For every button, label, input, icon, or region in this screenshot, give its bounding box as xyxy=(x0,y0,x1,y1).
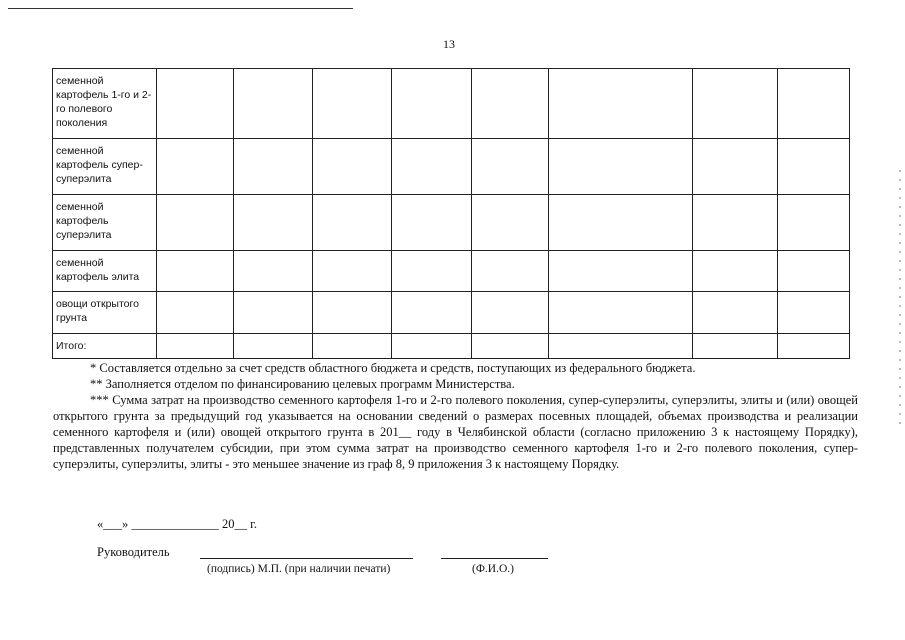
note-1: * Составляется отдельно за счет средств областного бюджета и средств, поступающих из федерального бюджета. xyxy=(90,361,696,375)
date-line: «___» ______________ 20__ г. xyxy=(97,517,257,531)
signature-blank xyxy=(200,558,413,559)
page-number: 13 xyxy=(443,37,455,51)
manager-label: Руководитель xyxy=(97,545,170,559)
row-label: семенной картофель 1-го и 2-го полевого поколения xyxy=(53,69,157,139)
table-row xyxy=(53,69,850,139)
signature-caption: (подпись) М.П. (при наличии печати) xyxy=(207,563,391,575)
data-table xyxy=(52,68,850,359)
row-label: семенной картофель супер-суперэлита xyxy=(53,139,157,195)
note-3: *** Сумма затрат на производство семенного картофеля 1-го и 2-го полевого поколения, супер-суперэлиты, суперэлиты, элиты и (или) овощей открытого грунта за предыдущий год указывается на основании сведений о размерах посевных площадей, объемах производства и реализации семенного картофеля и (или) овощей открытого грунта в 201__ году в Челябинской области (согласно приложению 3 к настоящему Порядку), представленных получателем субсидии, при этом сумма затрат на производство семенного картофеля 1-го и 2-го полевого поколения, супер-суперэлиты, суперэлиты, элиты - это меньшее значение из граф 8, 9 приложения 3 к настоящему Порядку. xyxy=(53,393,858,471)
table-row xyxy=(53,292,850,334)
top-rule xyxy=(8,8,353,9)
row-label: семенной картофель суперэлита xyxy=(53,195,157,251)
name-blank xyxy=(441,558,548,559)
name-caption: (Ф.И.О.) xyxy=(472,563,514,575)
table-row xyxy=(53,195,850,251)
table-row xyxy=(53,139,850,195)
row-label: семенной картофель элита xyxy=(53,251,157,292)
table-row xyxy=(53,334,850,359)
notes xyxy=(53,360,858,472)
scan-edge-marks xyxy=(899,170,901,430)
row-label: овощи открытого грунта xyxy=(53,292,157,334)
table-row xyxy=(53,251,850,292)
row-label-total: Итого: xyxy=(53,334,157,359)
note-2: ** Заполняется отделом по финансированию целевых программ Министерства. xyxy=(90,377,515,391)
